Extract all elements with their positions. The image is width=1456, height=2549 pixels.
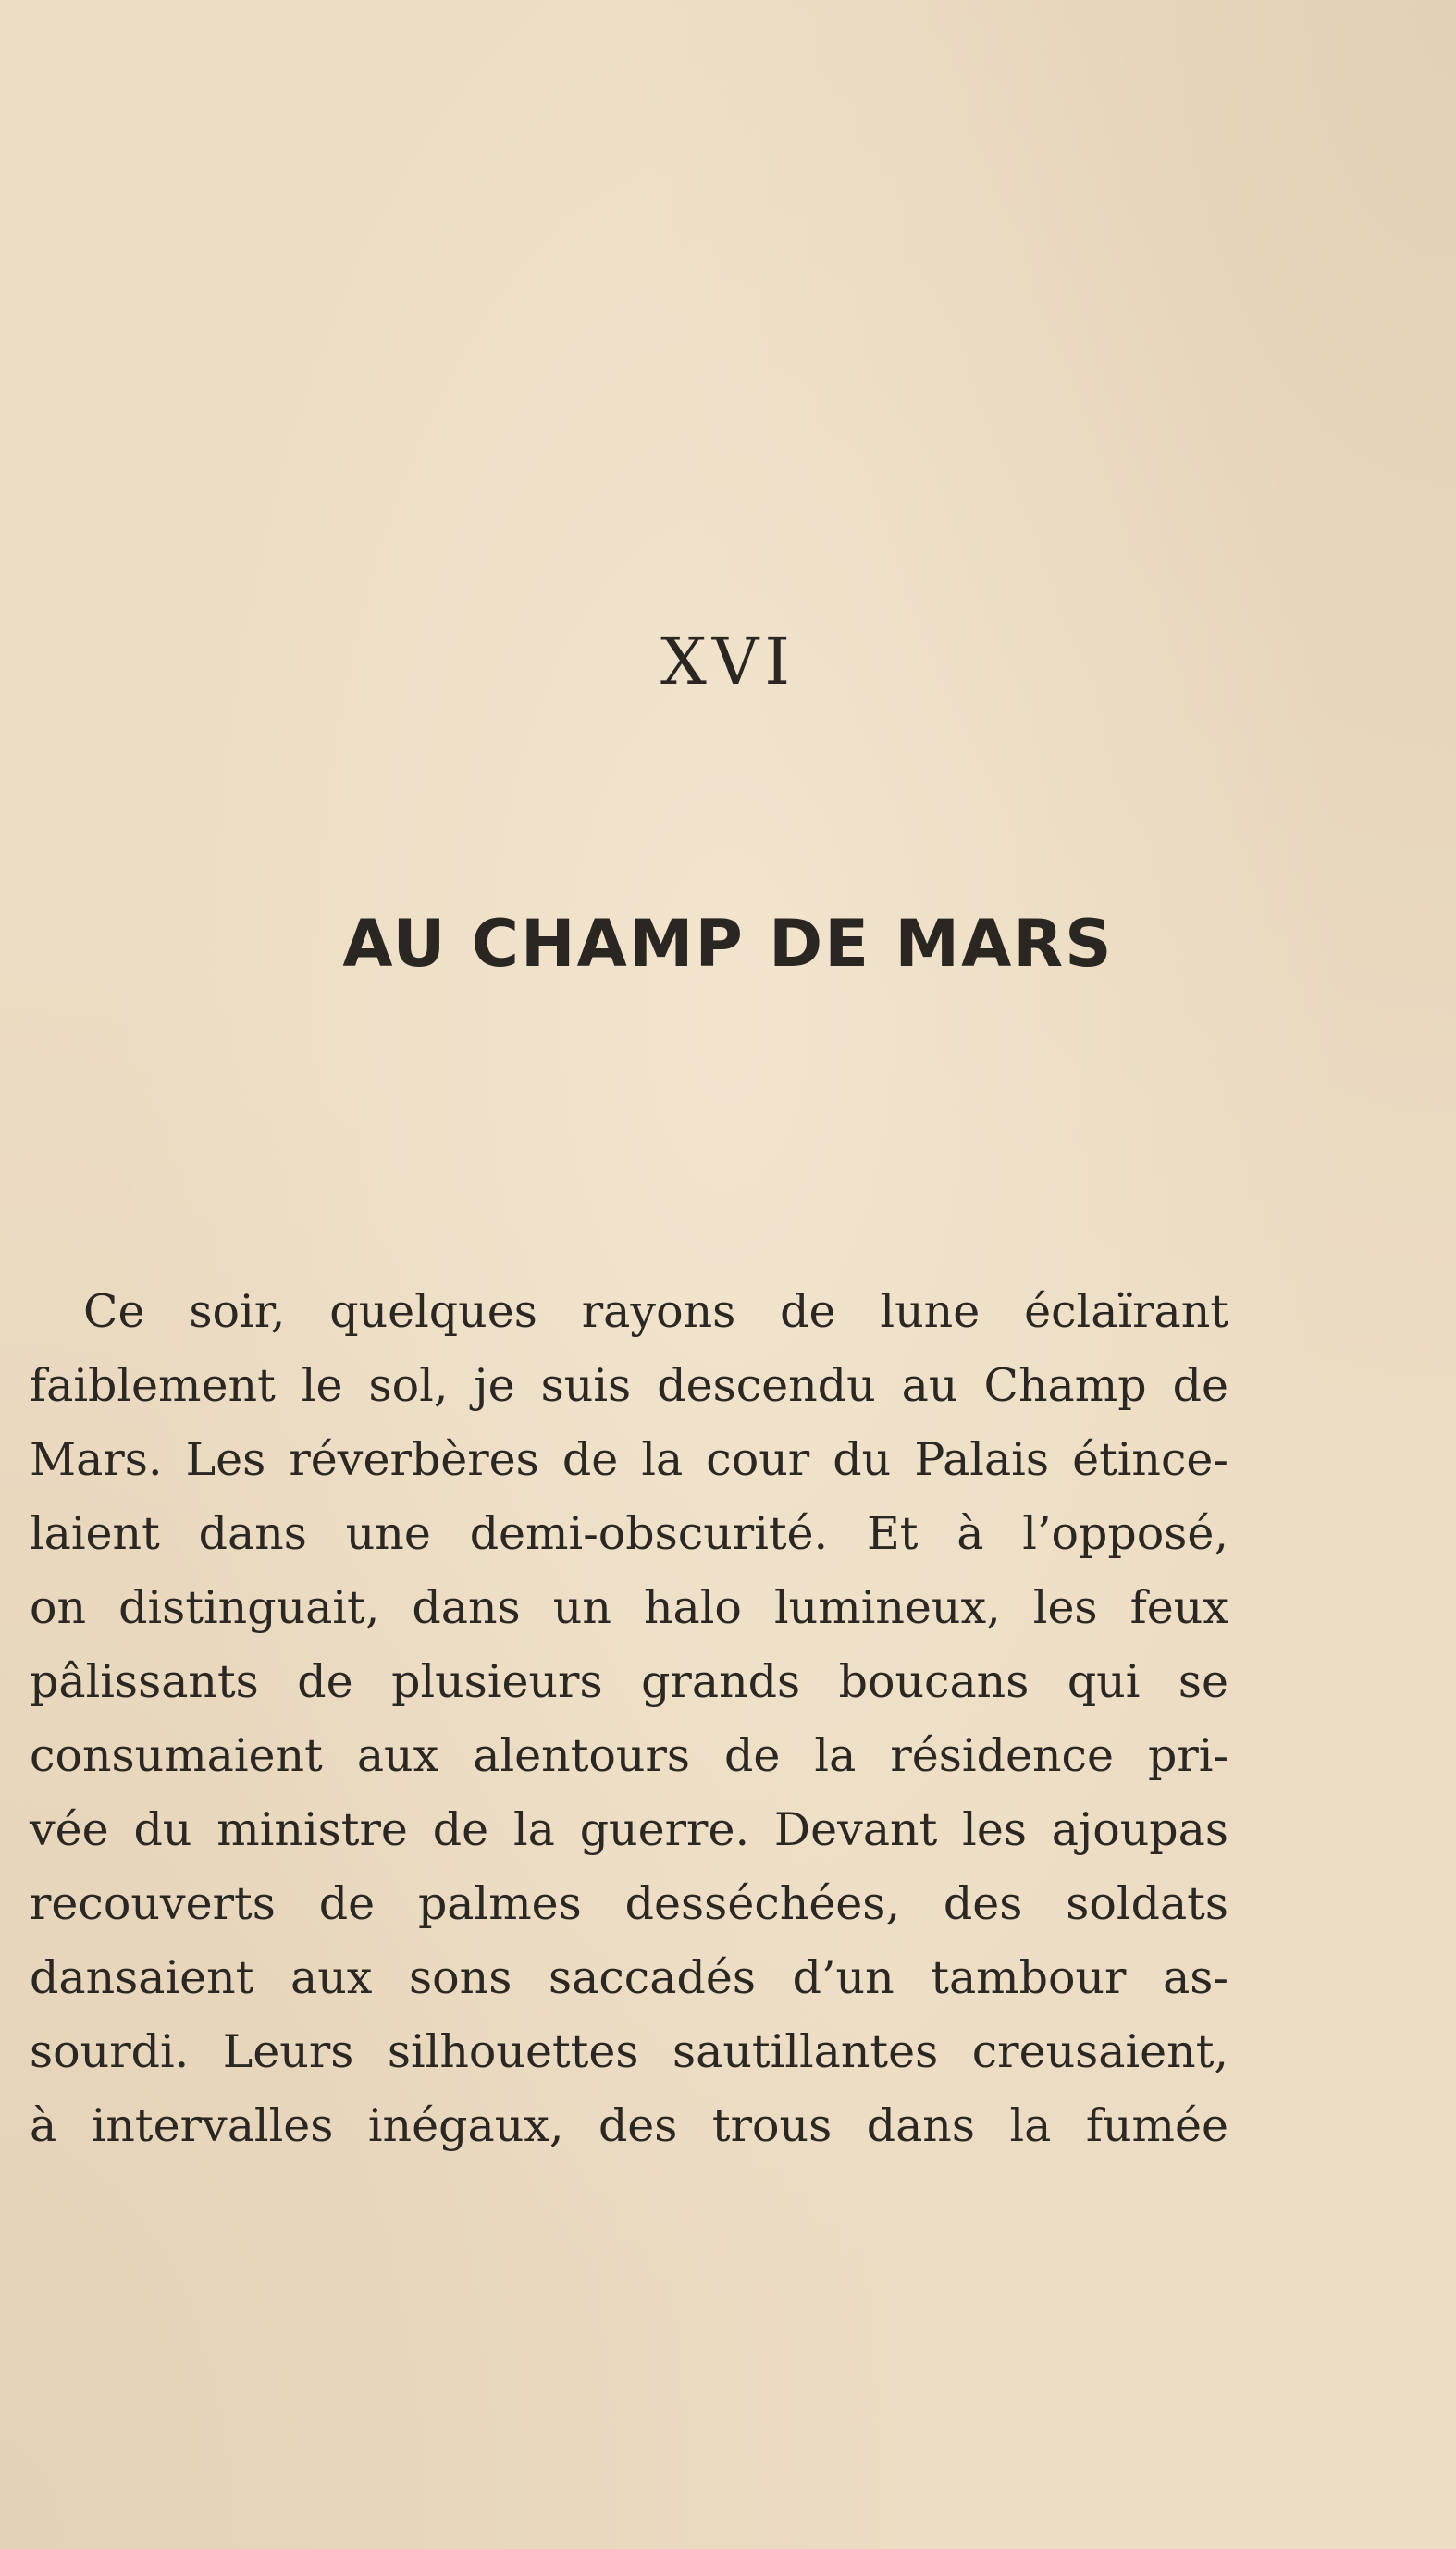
chapter-number: XVI [660,624,796,699]
text-line: Ce soir, quelques rayons de lune éclaïrant [83,1285,1228,1338]
text-line: à intervalles inégaux, des trous dans la fumée [30,2099,1228,2152]
text-line: consumaient aux alentours de la résidence pri- [30,1729,1228,1782]
text-line: on distinguait, dans un halo lumineux, les feux [30,1581,1228,1634]
text-line: vée du ministre de la guerre. Devant les ajoupas [30,1803,1228,1856]
text-line: sourdi. Leurs silhouettes sautillantes creusaient, [30,2025,1228,2078]
text-line: faiblement le sol, je suis descendu au Champ de [30,1359,1228,1412]
text-line: laient dans une demi-obscurité. Et à l’opposé, [30,1507,1228,1560]
text-line: recouverts de palmes desséchées, des soldats [30,1877,1228,1930]
text-line: Mars. Les réverbères de la cour du Palais étince- [30,1433,1228,1486]
chapter-title: AU CHAMP DE MARS [342,906,1114,982]
text-line: dansaient aux sons saccadés d’un tambour as- [30,1951,1228,2004]
body-paragraph [30,1275,1228,2163]
text-line: pâlissants de plusieurs grands boucans qui se [30,1655,1228,1708]
